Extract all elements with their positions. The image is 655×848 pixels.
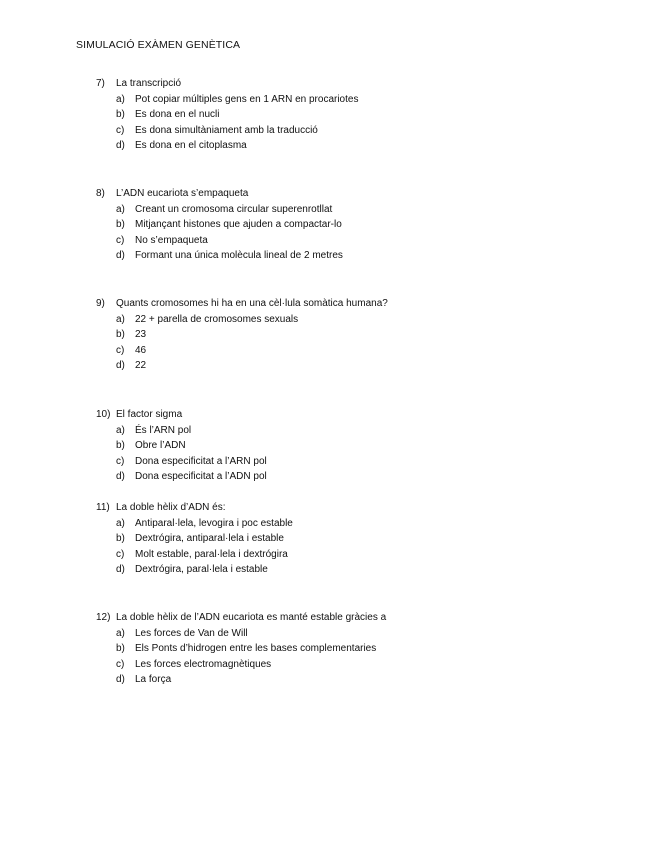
question-9 xyxy=(96,296,616,374)
option-c xyxy=(96,123,616,139)
option-letter: c) xyxy=(116,658,125,670)
option-text: Molt estable, paral·lela i dextrógira xyxy=(135,548,288,560)
options-list xyxy=(96,423,616,485)
option-text: Formant una única molècula lineal de 2 metres xyxy=(135,250,343,261)
options-list xyxy=(96,516,616,578)
question-number: 12) xyxy=(96,612,111,623)
option-d xyxy=(96,138,616,154)
option-letter: a) xyxy=(116,517,125,529)
option-letter: d) xyxy=(116,674,125,685)
option-a xyxy=(96,202,616,218)
option-letter: b) xyxy=(116,219,125,230)
option-letter: d) xyxy=(116,360,125,371)
question-number: 7) xyxy=(96,78,105,89)
question-stem xyxy=(96,500,616,516)
question-11 xyxy=(96,500,616,578)
question-10 xyxy=(96,407,616,485)
option-letter: d) xyxy=(116,250,125,261)
option-letter: d) xyxy=(116,564,125,575)
option-d xyxy=(96,248,616,264)
option-letter: b) xyxy=(116,329,125,340)
option-text: Creant un cromosoma circular superenrotllat xyxy=(135,203,333,215)
option-d xyxy=(96,358,616,374)
option-d xyxy=(96,562,616,578)
question-text: Quants cromosomes hi ha en una cèl·lula somàtica humana? xyxy=(116,298,388,309)
option-c xyxy=(96,343,616,359)
option-a xyxy=(96,312,616,328)
option-text: 23 xyxy=(135,329,147,340)
option-text: 22 + parella de cromosomes sexuals xyxy=(135,313,299,325)
option-c xyxy=(96,454,616,470)
option-text: Dona especificitat a l’ADN pol xyxy=(135,471,267,482)
option-a xyxy=(96,516,616,532)
option-a xyxy=(96,92,616,108)
option-c xyxy=(96,657,616,673)
option-text: Les forces electromagnètiques xyxy=(135,658,272,670)
option-text: La força xyxy=(135,674,172,685)
option-letter: c) xyxy=(116,455,125,467)
option-letter: a) xyxy=(116,203,125,215)
option-letter: c) xyxy=(116,344,125,356)
option-letter: b) xyxy=(116,440,125,451)
option-letter: a) xyxy=(116,424,125,436)
question-stem xyxy=(96,407,616,423)
option-text: Antiparal·lela, levogira i poc estable xyxy=(135,517,293,529)
option-text: 46 xyxy=(135,344,147,356)
option-c xyxy=(96,547,616,563)
question-stem xyxy=(96,76,616,92)
option-c xyxy=(96,233,616,249)
option-a xyxy=(96,423,616,439)
option-text: Mitjançant histones que ajuden a compactar-lo xyxy=(135,219,342,230)
option-letter: b) xyxy=(116,109,125,120)
question-8 xyxy=(96,186,616,264)
option-letter: a) xyxy=(116,627,125,639)
question-number: 10) xyxy=(96,409,111,420)
question-text: L’ADN eucariota s’empaqueta xyxy=(116,188,249,199)
option-letter: d) xyxy=(116,140,125,151)
option-text: Els Ponts d’hidrogen entre les bases complementaries xyxy=(135,643,377,654)
question-number: 11) xyxy=(96,502,110,513)
option-letter: b) xyxy=(116,643,125,654)
option-text: Dona especificitat a l’ARN pol xyxy=(135,455,267,467)
option-b xyxy=(96,217,616,233)
question-text: El factor sigma xyxy=(116,409,183,420)
option-letter: c) xyxy=(116,234,125,246)
question-text: La doble hèlix de l’ADN eucariota es manté estable gràcies a xyxy=(116,612,387,623)
option-letter: c) xyxy=(116,124,125,136)
question-12 xyxy=(96,610,616,688)
option-text: És l’ARN pol xyxy=(135,424,192,436)
option-b xyxy=(96,531,616,547)
option-text: Es dona en el citoplasma xyxy=(135,140,247,151)
option-letter: d) xyxy=(116,471,125,482)
option-letter: a) xyxy=(116,93,125,105)
option-b xyxy=(96,327,616,343)
question-stem xyxy=(96,186,616,202)
question-stem xyxy=(96,296,616,312)
option-letter: a) xyxy=(116,313,125,325)
option-b xyxy=(96,641,616,657)
option-b xyxy=(96,107,616,123)
option-letter: b) xyxy=(116,533,125,544)
option-text: Dextrógira, paral·lela i estable xyxy=(135,564,268,575)
options-list xyxy=(96,312,616,374)
option-text: Dextrógira, antiparal·lela i estable xyxy=(135,533,284,544)
document-title: SIMULACIÓ EXÀMEN GENÈTICA xyxy=(76,39,241,51)
question-stem xyxy=(96,610,616,626)
question-7 xyxy=(96,76,616,154)
option-text: 22 xyxy=(135,360,147,371)
question-text: La doble hèlix d’ADN és: xyxy=(116,502,226,513)
option-text: Es dona en el nucli xyxy=(135,109,220,120)
option-d xyxy=(96,672,616,688)
option-text: No s’empaqueta xyxy=(135,234,208,246)
option-a xyxy=(96,626,616,642)
option-b xyxy=(96,438,616,454)
options-list xyxy=(96,202,616,264)
question-text: La transcripció xyxy=(116,78,182,89)
option-text: Les forces de Van de Will xyxy=(135,627,248,639)
question-number: 9) xyxy=(96,298,105,309)
options-list xyxy=(96,626,616,688)
option-text: Es dona simultàniament amb la traducció xyxy=(135,124,318,136)
option-text: Pot copiar múltiples gens en 1 ARN en procariotes xyxy=(135,93,359,105)
option-d xyxy=(96,469,616,485)
option-text: Obre l’ADN xyxy=(135,440,186,451)
option-letter: c) xyxy=(116,548,125,560)
options-list xyxy=(96,92,616,154)
question-number: 8) xyxy=(96,188,105,199)
